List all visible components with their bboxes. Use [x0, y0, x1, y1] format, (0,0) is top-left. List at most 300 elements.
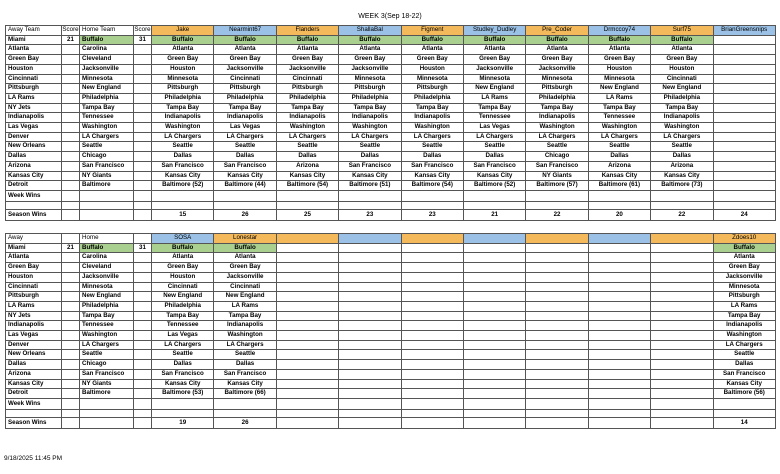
player-pick	[651, 350, 713, 360]
player-pick: Tampa Bay	[713, 311, 775, 321]
player-name-header: Studley_Dudley	[463, 26, 525, 36]
cell	[463, 201, 525, 209]
player-pick: Pittsburgh	[526, 84, 588, 94]
season-wins-cell: 23	[339, 209, 401, 220]
cell	[80, 417, 134, 428]
player-name-header	[339, 234, 401, 244]
away-team: Dallas	[6, 360, 62, 370]
player-pick: Dallas	[276, 152, 338, 162]
home-team: LA Chargers	[80, 340, 134, 350]
player-pick	[713, 113, 775, 123]
home-team: New England	[80, 84, 134, 94]
away-score	[62, 379, 80, 389]
player-pick: Baltimore (73)	[651, 181, 713, 191]
player-pick: Dallas	[214, 152, 276, 162]
player-pick: LA Rams	[588, 93, 650, 103]
player-pick	[401, 272, 463, 282]
score-header: Score	[134, 26, 152, 36]
player-pick: Tampa Bay	[276, 103, 338, 113]
player-pick	[588, 311, 650, 321]
cell	[134, 201, 152, 209]
home-team: Tennessee	[80, 113, 134, 123]
cell	[214, 409, 276, 417]
season-wins-cell: 22	[526, 209, 588, 220]
player-pick	[401, 263, 463, 273]
player-pick: Arizona	[276, 161, 338, 171]
away-team: Green Bay	[6, 263, 62, 273]
player-pick: Tennessee	[152, 321, 214, 331]
player-pick: Buffalo	[339, 35, 401, 45]
cell	[80, 398, 134, 409]
player-pick: Indianapolis	[401, 113, 463, 123]
player-pick: Green Bay	[713, 263, 775, 273]
player-pick	[651, 282, 713, 292]
home-team: Carolina	[80, 253, 134, 263]
player-pick: Green Bay	[588, 55, 650, 65]
player-pick: Cincinnati	[651, 74, 713, 84]
player-pick: Seattle	[152, 142, 214, 152]
player-pick: Washington	[152, 123, 214, 133]
week-wins-cell	[214, 398, 276, 409]
player-pick	[339, 253, 401, 263]
player-pick: Green Bay	[401, 55, 463, 65]
player-pick	[463, 263, 525, 273]
player-pick	[713, 45, 775, 55]
player-pick: Buffalo	[152, 35, 214, 45]
player-pick	[526, 292, 588, 302]
away-score	[62, 253, 80, 263]
player-pick: Kansas City	[713, 379, 775, 389]
cell	[651, 201, 713, 209]
player-pick: LA Chargers	[152, 340, 214, 350]
player-pick: Indianapolis	[214, 113, 276, 123]
home-team: Seattle	[80, 142, 134, 152]
player-pick	[713, 55, 775, 65]
week-wins-cell	[588, 398, 650, 409]
game-row	[6, 282, 776, 292]
player-pick: Philadelphia	[152, 301, 214, 311]
player-pick	[339, 282, 401, 292]
player-pick: Philadelphia	[401, 93, 463, 103]
season-wins-cell	[401, 417, 463, 428]
player-pick: Minnesota	[152, 74, 214, 84]
player-pick: Washington	[276, 123, 338, 133]
player-pick: LA Rams	[713, 301, 775, 311]
player-pick	[339, 272, 401, 282]
player-pick	[339, 360, 401, 370]
player-pick: Pittsburgh	[214, 84, 276, 94]
player-pick: San Francisco	[152, 161, 214, 171]
season-wins-cell: 24	[713, 209, 775, 220]
player-pick	[276, 350, 338, 360]
home-team: Washington	[80, 123, 134, 133]
player-pick: Baltimore (54)	[401, 181, 463, 191]
home-score	[134, 103, 152, 113]
home-team: Baltimore	[80, 181, 134, 191]
home-score	[134, 142, 152, 152]
away-team: Indianapolis	[6, 321, 62, 331]
player-pick: Seattle	[214, 142, 276, 152]
home-score	[134, 181, 152, 191]
player-pick: LA Chargers	[152, 132, 214, 142]
game-row	[6, 301, 776, 311]
player-pick: San Francisco	[713, 369, 775, 379]
player-pick: Philadelphia	[214, 93, 276, 103]
game-row	[6, 55, 776, 65]
player-pick: Kansas City	[588, 171, 650, 181]
player-pick	[463, 253, 525, 263]
player-pick	[401, 311, 463, 321]
player-pick: Tennessee	[463, 113, 525, 123]
away-score	[62, 389, 80, 399]
player-pick	[526, 263, 588, 273]
cell	[80, 201, 134, 209]
home-team: Minnesota	[80, 74, 134, 84]
season-wins-label: Season Wins	[6, 209, 62, 220]
player-pick	[276, 369, 338, 379]
player-pick: NY Giants	[526, 171, 588, 181]
away-team: New Orleans	[6, 142, 62, 152]
player-pick: Buffalo	[713, 243, 775, 253]
home-team: Minnesota	[80, 282, 134, 292]
score-header: Score	[62, 26, 80, 36]
player-pick: San Francisco	[463, 161, 525, 171]
cell	[588, 201, 650, 209]
player-pick	[463, 282, 525, 292]
home-score	[134, 123, 152, 133]
player-pick	[651, 292, 713, 302]
player-pick: Kansas City	[339, 171, 401, 181]
home-team: Jacksonville	[80, 64, 134, 74]
player-pick: Baltimore (44)	[214, 181, 276, 191]
away-score	[62, 123, 80, 133]
player-pick	[588, 301, 650, 311]
game-row	[6, 263, 776, 273]
player-pick: Buffalo	[214, 243, 276, 253]
away-team: Houston	[6, 64, 62, 74]
player-pick: Pittsburgh	[152, 84, 214, 94]
player-pick	[276, 253, 338, 263]
player-pick: Seattle	[214, 350, 276, 360]
score-header	[62, 234, 80, 244]
player-pick: Seattle	[152, 350, 214, 360]
home-team: LA Chargers	[80, 132, 134, 142]
player-pick	[713, 103, 775, 113]
player-pick: Green Bay	[152, 55, 214, 65]
home-score	[134, 369, 152, 379]
game-row	[6, 142, 776, 152]
player-pick	[339, 350, 401, 360]
bottom-picks-table	[5, 233, 776, 429]
player-pick: San Francisco	[152, 369, 214, 379]
player-pick	[339, 321, 401, 331]
away-team: Miami	[6, 35, 62, 45]
week-wins-cell	[339, 190, 401, 201]
player-pick	[651, 321, 713, 331]
player-pick	[401, 282, 463, 292]
home-score	[134, 360, 152, 370]
player-pick: New England	[651, 84, 713, 94]
player-pick: Las Vegas	[214, 123, 276, 133]
player-pick	[651, 301, 713, 311]
season-wins-cell: 21	[463, 209, 525, 220]
player-pick: Atlanta	[152, 45, 214, 55]
player-pick	[276, 331, 338, 341]
cell	[214, 201, 276, 209]
season-wins-cell: 26	[214, 417, 276, 428]
player-pick	[339, 340, 401, 350]
player-pick: Jacksonville	[713, 272, 775, 282]
game-row	[6, 45, 776, 55]
week-wins-cell	[152, 398, 214, 409]
away-score	[62, 350, 80, 360]
player-pick: Dallas	[463, 152, 525, 162]
player-pick	[651, 272, 713, 282]
player-pick	[588, 350, 650, 360]
home-header: Home Team	[80, 26, 134, 36]
home-score	[134, 379, 152, 389]
home-team: Philadelphia	[80, 93, 134, 103]
game-row	[6, 35, 776, 45]
player-pick: Washington	[339, 123, 401, 133]
week-wins-label: Week Wins	[6, 190, 62, 201]
week-wins-cell	[588, 190, 650, 201]
game-row	[6, 181, 776, 191]
player-pick	[339, 331, 401, 341]
player-pick	[713, 142, 775, 152]
player-name-header: Nearmint67	[214, 26, 276, 36]
week-wins-label: Week Wins	[6, 398, 62, 409]
week-wins-cell	[463, 190, 525, 201]
player-pick	[526, 311, 588, 321]
home-score: 31	[134, 35, 152, 45]
player-pick	[588, 263, 650, 273]
score-header	[134, 234, 152, 244]
player-pick: Philadelphia	[339, 93, 401, 103]
away-team: Indianapolis	[6, 113, 62, 123]
player-pick	[588, 272, 650, 282]
home-score	[134, 340, 152, 350]
player-pick	[713, 161, 775, 171]
away-score	[62, 321, 80, 331]
player-pick: Jacksonville	[339, 64, 401, 74]
player-pick	[463, 369, 525, 379]
season-wins-cell: 14	[713, 417, 775, 428]
game-row	[6, 243, 776, 253]
player-pick	[651, 389, 713, 399]
player-pick: Tampa Bay	[526, 103, 588, 113]
away-score	[62, 74, 80, 84]
cell	[713, 201, 775, 209]
player-name-header: Zdoes10	[713, 234, 775, 244]
home-score	[134, 74, 152, 84]
player-pick: LA Rams	[463, 93, 525, 103]
player-pick: Buffalo	[526, 35, 588, 45]
home-team: Tampa Bay	[80, 103, 134, 113]
season-wins-cell: 26	[214, 209, 276, 220]
cell	[526, 201, 588, 209]
away-score	[62, 142, 80, 152]
away-team: Kansas City	[6, 171, 62, 181]
away-score	[62, 84, 80, 94]
week-wins-cell	[526, 190, 588, 201]
player-pick: Tampa Bay	[152, 311, 214, 321]
player-pick	[651, 263, 713, 273]
player-pick: Dallas	[152, 360, 214, 370]
player-pick: Pittsburgh	[276, 84, 338, 94]
away-score	[62, 132, 80, 142]
player-pick: Buffalo	[588, 35, 650, 45]
player-pick	[526, 379, 588, 389]
player-pick: New England	[152, 292, 214, 302]
cell	[276, 201, 338, 209]
game-row	[6, 84, 776, 94]
player-name-header	[526, 234, 588, 244]
player-pick	[588, 379, 650, 389]
player-pick	[463, 360, 525, 370]
player-pick: Tampa Bay	[401, 103, 463, 113]
player-pick: Washington	[214, 331, 276, 341]
player-pick	[526, 253, 588, 263]
away-team: Arizona	[6, 161, 62, 171]
player-pick	[713, 64, 775, 74]
player-pick	[526, 350, 588, 360]
week-wins-cell	[713, 190, 775, 201]
player-pick: Atlanta	[214, 253, 276, 263]
away-header: Away Team	[6, 26, 62, 36]
player-pick: Seattle	[339, 142, 401, 152]
home-team: Seattle	[80, 350, 134, 360]
player-pick: Baltimore (52)	[463, 181, 525, 191]
week-wins-cell	[401, 190, 463, 201]
player-pick: Seattle	[463, 142, 525, 152]
player-pick	[463, 331, 525, 341]
player-pick: Atlanta	[713, 253, 775, 263]
player-pick: Kansas City	[152, 171, 214, 181]
player-pick: Baltimore (57)	[526, 181, 588, 191]
week-wins-cell	[713, 398, 775, 409]
player-pick: Indianapolis	[214, 321, 276, 331]
player-pick	[651, 379, 713, 389]
player-pick: LA Chargers	[588, 132, 650, 142]
player-pick	[463, 389, 525, 399]
player-pick: Buffalo	[152, 243, 214, 253]
top-picks-table	[5, 25, 776, 221]
cell	[62, 398, 80, 409]
player-pick: LA Rams	[214, 301, 276, 311]
player-pick: San Francisco	[526, 161, 588, 171]
cell	[713, 409, 775, 417]
player-pick: Seattle	[588, 142, 650, 152]
player-pick	[713, 93, 775, 103]
player-pick	[276, 379, 338, 389]
home-team: Jacksonville	[80, 272, 134, 282]
away-team: Cincinnati	[6, 282, 62, 292]
away-team: Denver	[6, 132, 62, 142]
game-row	[6, 331, 776, 341]
player-pick	[401, 379, 463, 389]
player-pick: Jacksonville	[214, 272, 276, 282]
home-score	[134, 321, 152, 331]
player-pick	[713, 152, 775, 162]
away-team: Pittsburgh	[6, 84, 62, 94]
player-pick: Cincinnati	[152, 282, 214, 292]
player-pick: Baltimore (54)	[276, 181, 338, 191]
player-pick: Kansas City	[276, 171, 338, 181]
player-pick	[713, 35, 775, 45]
player-pick: Green Bay	[214, 55, 276, 65]
away-team: Las Vegas	[6, 123, 62, 133]
away-score	[62, 55, 80, 65]
player-pick: LA Chargers	[339, 132, 401, 142]
player-name-header: Flanders	[276, 26, 338, 36]
week-wins-cell	[651, 398, 713, 409]
player-pick: Minnesota	[526, 74, 588, 84]
away-team: Atlanta	[6, 45, 62, 55]
player-pick	[526, 272, 588, 282]
home-score	[134, 45, 152, 55]
player-pick: Minnesota	[588, 74, 650, 84]
cell	[276, 409, 338, 417]
player-pick: Kansas City	[152, 379, 214, 389]
player-pick: Kansas City	[401, 171, 463, 181]
player-pick: Indianapolis	[339, 113, 401, 123]
player-name-header: Surf75	[651, 26, 713, 36]
season-wins-cell	[526, 417, 588, 428]
home-score	[134, 272, 152, 282]
player-pick: Atlanta	[401, 45, 463, 55]
away-score	[62, 181, 80, 191]
player-pick: Atlanta	[214, 45, 276, 55]
player-name-header	[463, 234, 525, 244]
player-pick: Washington	[588, 123, 650, 133]
player-pick	[588, 253, 650, 263]
player-pick	[651, 369, 713, 379]
player-pick: Washington	[713, 331, 775, 341]
home-team: San Francisco	[80, 369, 134, 379]
home-score	[134, 253, 152, 263]
game-row	[6, 103, 776, 113]
player-pick: Tampa Bay	[651, 103, 713, 113]
player-pick	[276, 243, 338, 253]
game-row	[6, 360, 776, 370]
home-score	[134, 311, 152, 321]
cell	[80, 190, 134, 201]
away-team: Dallas	[6, 152, 62, 162]
home-team: San Francisco	[80, 161, 134, 171]
cell	[651, 409, 713, 417]
away-team: LA Rams	[6, 301, 62, 311]
player-pick	[526, 321, 588, 331]
player-name-header: Figment	[401, 26, 463, 36]
cell	[6, 201, 62, 209]
cell	[134, 190, 152, 201]
away-score	[62, 113, 80, 123]
away-team: Detroit	[6, 181, 62, 191]
player-pick: Baltimore (56)	[713, 389, 775, 399]
player-pick: Dallas	[588, 152, 650, 162]
player-pick: Indianapolis	[526, 113, 588, 123]
player-pick: Tampa Bay	[339, 103, 401, 113]
home-score	[134, 263, 152, 273]
player-pick	[463, 272, 525, 282]
cell	[401, 409, 463, 417]
away-team: Houston	[6, 272, 62, 282]
player-pick: New England	[214, 292, 276, 302]
season-wins-cell	[651, 417, 713, 428]
player-pick: Cincinnati	[214, 74, 276, 84]
player-pick: Green Bay	[651, 55, 713, 65]
